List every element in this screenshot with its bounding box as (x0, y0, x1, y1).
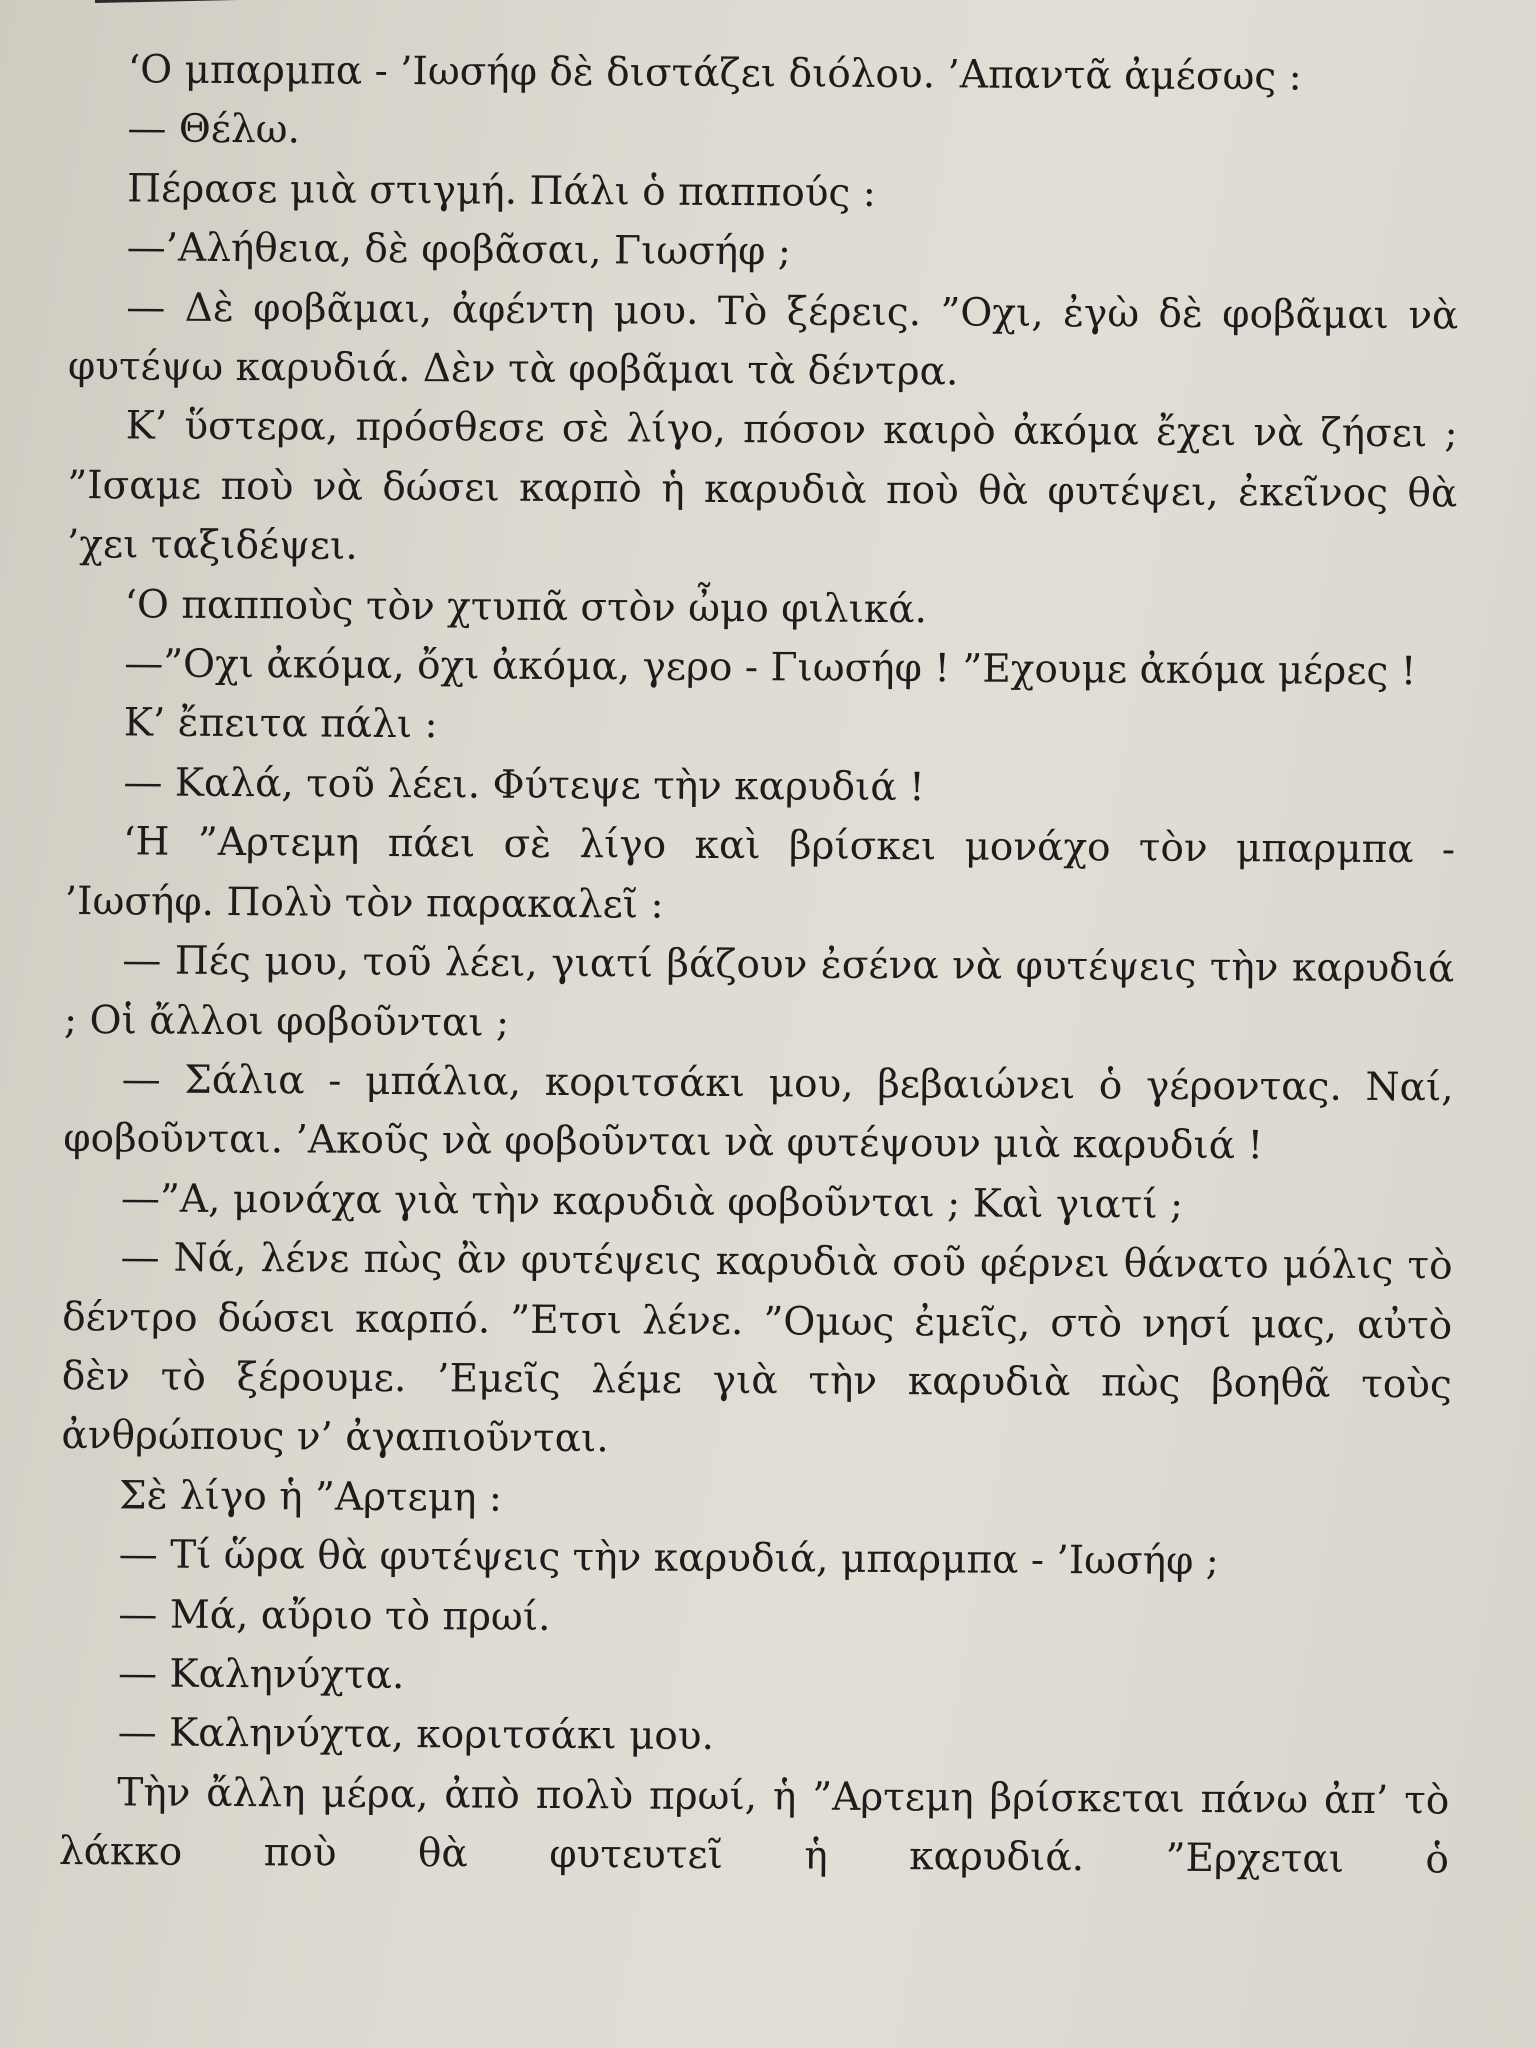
paragraph: — Τί ὥρα θὰ φυτέψεις τὴν καρυδιά, μπαρμπα - ’Ιωσήφ ; (118, 1532, 1220, 1585)
paragraph: — Καληνύχτα. (117, 1651, 405, 1699)
paragraph: Πέρασε μιὰ στιγμή. Πάλι ὁ παππούς : (126, 166, 877, 216)
paragraph: Τὴν ἄλλη μέρα, ἀπὸ πολὺ πρωί, ἡ ”Αρτεμη βρίσκεται πάνω ἀπ’ τὸ λάκκο ποὺ θὰ φυτευτεῖ ἡ καρυδιά. ”Ερχεται ὁ (58, 1770, 1450, 1883)
paragraph: — Καληνύχτα, κοριτσάκι μου. (117, 1710, 715, 1760)
paragraph: —’Αλήθεια, δὲ φοβᾶσαι, Γιωσήφ ; (126, 225, 792, 275)
paragraph: — Σάλια - μπάλια, κοριτσάκι μου, βεβαιώνει ὁ γέροντας. Ναί, φοβοῦνται. ’Ακοῦς νὰ φοβοῦνται νὰ φυτέψουν μιὰ καρυδιά ! (63, 1057, 1454, 1169)
paragraph: — Μά, αὔριο τὸ πρωί. (118, 1591, 551, 1640)
paragraph: ‘Ο παπποὺς τὸν χτυπᾶ στὸν ὦμο φιλικά. (124, 582, 928, 632)
paragraph: Σὲ λίγο ἡ ”Αρτεμη : (118, 1473, 503, 1521)
paragraph: Κ’ ἔπειτα πάλι : (123, 700, 438, 748)
paragraph: — Πές μου, τοῦ λέει, γιατί βάζουν ἐσένα νὰ φυτέψεις τὴν καρυδιά ; Οἱ ἄλλοι φοβοῦνται ; (63, 938, 1455, 1046)
paragraph: —”Α, μονάχα γιὰ τὴν καρυδιὰ φοβοῦνται ; Καὶ γιατί ; (120, 1176, 1184, 1228)
paragraph: — Καλά, τοῦ λέει. Φύτεψε τὴν καρυδιά ! (123, 760, 925, 811)
top-rule-line (95, 0, 1495, 3)
paragraph: — Θέλω. (127, 106, 301, 153)
paragraph: —”Οχι ἀκόμα, ὄχι ἀκόμα, γερο - Γιωσήφ ! ”Εχουμε ἀκόμα μέρες ! (124, 641, 1417, 695)
paragraph: — Νά, λένε πὼς ἂν φυτέψεις καρυδιὰ σοῦ φέρνει θάνατο μόλις τὸ δέντρο δώσει καρπό. ”Ετσι λένε. ”Ομως ἐμεῖς, στὸ νησί μας, αὐτὸ δὲν τὸ ξέρουμε. ’Εμεῖς λέμε γιὰ τὴν καρυδιὰ πὼς βοηθᾶ τοὺς ἀνθρώπους ν’ ἀγαπιοῦνται. (61, 1235, 1453, 1462)
paragraph: — Δὲ φοβᾶμαι, ἀφέντη μου. Τὸ ξέρεις. ”Οχι, ἐγὼ δὲ φοβᾶμαι νὰ φυτέψω καρυδιά. Δὲν τὰ φοβᾶμαι τὰ δέντρα. (67, 284, 1459, 395)
page-text (59, 40, 1460, 1890)
paragraph: ‘Ο μπαρμπα - ’Ιωσήφ δὲ διστάζει διόλου. ’Απαντᾶ ἀμέσως : (127, 47, 1302, 100)
paragraph: Κ’ ὕστερα, πρόσθεσε σὲ λίγο, πόσον καιρὸ ἀκόμα ἔχει νὰ ζήσει ; ”Ισαμε ποὺ νὰ δώσει καρπὸ ἡ καρυδιὰ ποὺ θὰ φυτέψει, ἐκεῖνος θὰ ’χει ταξιδέψει. (66, 403, 1458, 570)
paragraph: ‘Η ”Αρτεμη πάει σὲ λίγο καὶ βρίσκει μονάχο τὸν μπαρμπα - ’Ιωσήφ. Πολὺ τὸν παρακαλεῖ : (64, 819, 1456, 928)
